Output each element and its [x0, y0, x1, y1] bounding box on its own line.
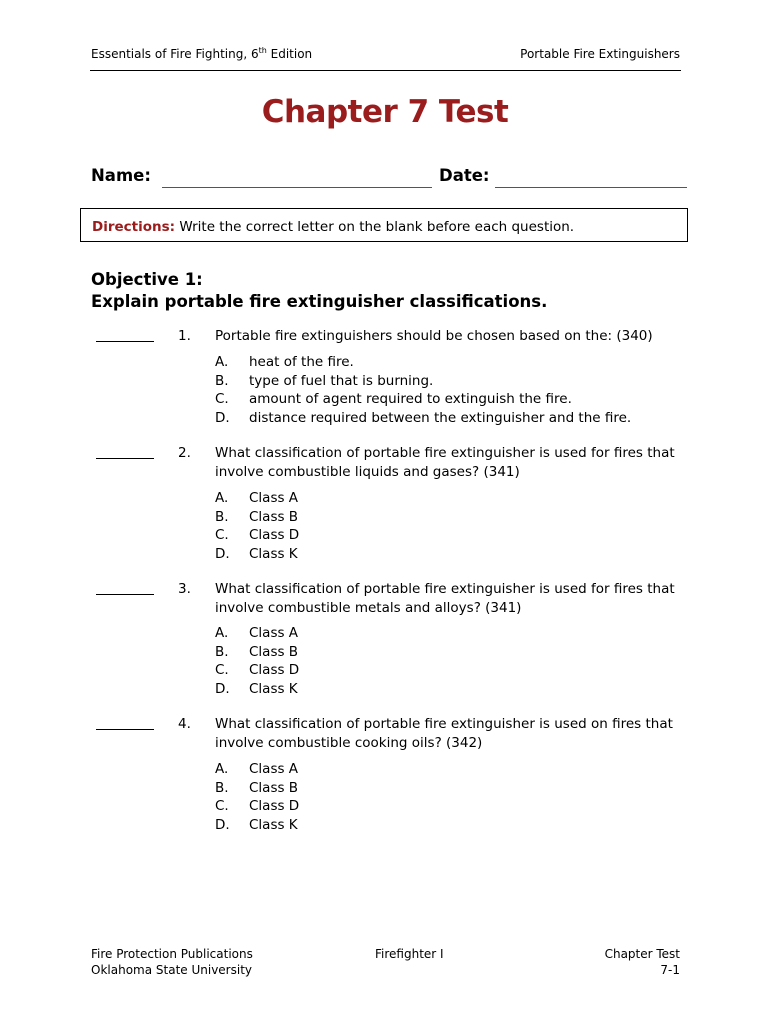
question-stem: Portable fire extinguishers should be chosen based on the: (340): [215, 328, 653, 344]
directions-box: [80, 208, 688, 242]
answer-blank[interactable]: [96, 729, 154, 730]
question-stem: What classification of portable fire extinguisher is used on fires that involve combustible cooking oils? (342): [215, 716, 673, 751]
objective-number: Objective 1:: [91, 270, 203, 289]
question-stem: What classification of portable fire extinguisher is used for fires that involve combustible metals and alloys? (341): [215, 581, 675, 616]
date-label: Date:: [439, 166, 490, 185]
objective-heading: [91, 269, 547, 313]
objective-description: Explain portable fire extinguisher classifications.: [91, 292, 548, 311]
footer-course: Firefighter I: [375, 947, 444, 961]
page-number: 7-1: [660, 963, 680, 977]
question-number: 3.: [178, 581, 191, 597]
directions-label: Directions:: [92, 219, 176, 235]
footer-page-info: Chapter Test 7-1: [604, 947, 680, 977]
header-book-title: Essentials of Fire Fighting, 6th Edition: [91, 46, 313, 61]
question-number: 1.: [178, 328, 191, 344]
answer-blank[interactable]: [96, 341, 154, 342]
date-blank-line[interactable]: [495, 187, 687, 188]
question-stem: What classification of portable fire extinguisher is used for fires that involve combustible liquids and gases? (341): [215, 445, 675, 480]
document-page: Essentials of Fire Fighting, 6th Edition Portable Fire Extinguishers Chapter 7 Test Name: Date: Directions: Write the correct letter on the blank before each question. Objective 1: Explain portable fire extinguisher classifications. 1. Portable fire extinguishers should be chosen based on the: (340) A. heat of the fire. B. type of fuel that is burning. C. amount of agent required to extinguish the fire. D. distance required between the extinguisher and the fire. 2. What classification of portable fire extinguisher is used for fires that involve combustible liquids and gases? (341) A. Class A B. Class B C. Class D D. Class K 3. What classification of portable fire extinguisher is used for fires that involve combustible metals and alloys? (341) A. Class A B. Class B C. Class D D. Class K 4. What classification of portable fire extinguisher is used on fires that involve combustible cooking oils? (342) A. Class A B. Class B C. Class D D. Class K Fire Protection Publications Oklahoma State University Firefighter I Chapter Test 7-1: [0, 0, 770, 1024]
directions-text: Write the correct letter on the blank before each question.: [175, 219, 575, 235]
answer-blank[interactable]: [96, 458, 154, 459]
answer-blank[interactable]: [96, 594, 154, 595]
name-blank-line[interactable]: [162, 187, 432, 188]
page-title: Chapter 7 Test: [261, 94, 509, 130]
name-label: Name:: [91, 166, 151, 185]
header-divider: [90, 70, 681, 71]
question-number: 4.: [178, 716, 191, 732]
question-number: 2.: [178, 445, 191, 461]
header-chapter-topic: Portable Fire Extinguishers: [520, 47, 680, 61]
footer-publisher: Fire Protection Publications Oklahoma State University: [91, 947, 253, 977]
